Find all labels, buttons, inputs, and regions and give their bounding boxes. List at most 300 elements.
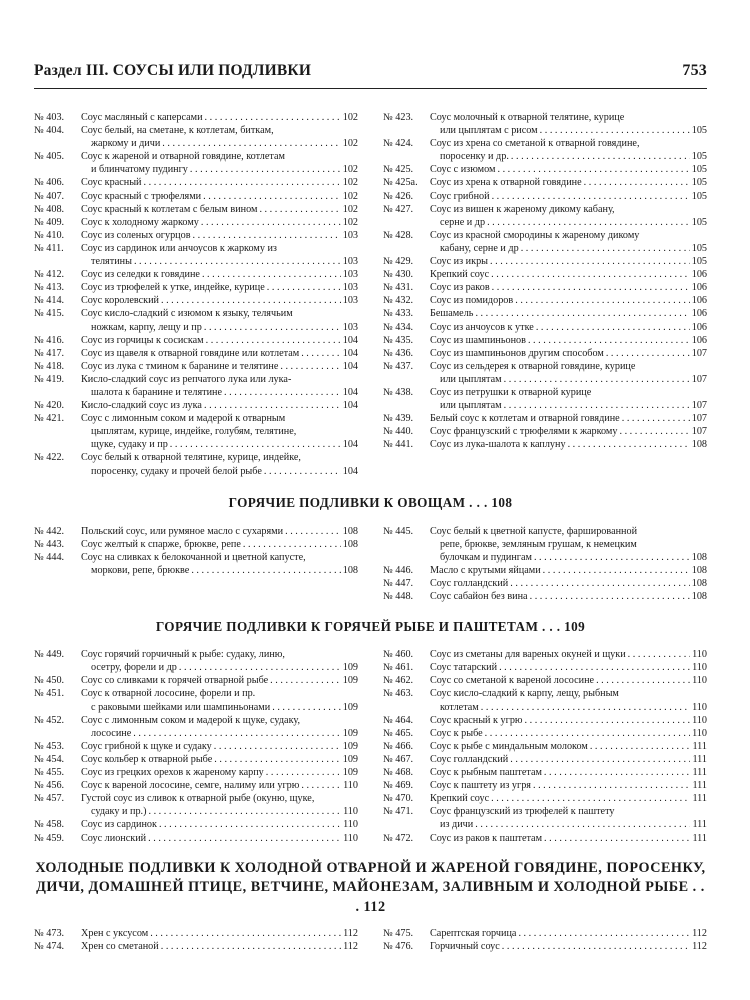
recipe-title: моркови, репе, брюкве bbox=[91, 564, 190, 576]
entry-line bbox=[430, 551, 707, 564]
entry-body bbox=[81, 779, 358, 792]
recipe-number: № 437. bbox=[383, 360, 414, 372]
page-ref: 111 bbox=[692, 780, 707, 792]
dot-leader bbox=[528, 334, 690, 347]
dot-leader bbox=[133, 727, 340, 740]
page-ref: 102 bbox=[342, 177, 358, 189]
index-entry bbox=[383, 412, 707, 425]
entry-line bbox=[81, 281, 358, 294]
recipe-number: № 466. bbox=[383, 740, 414, 752]
dot-leader bbox=[280, 360, 340, 373]
recipe-title: Соус красный bbox=[81, 177, 142, 189]
index-entry bbox=[383, 360, 707, 386]
recipe-title: Соус из помидоров bbox=[430, 295, 514, 307]
recipe-number: № 475. bbox=[383, 928, 414, 940]
entry-line bbox=[430, 334, 707, 347]
index-entry bbox=[34, 525, 358, 538]
entry-body bbox=[81, 940, 358, 953]
index-entry bbox=[34, 451, 358, 477]
entry-line bbox=[81, 268, 358, 281]
index-entry bbox=[383, 203, 707, 229]
entry-line bbox=[81, 564, 358, 577]
recipe-number: № 429. bbox=[383, 256, 414, 268]
recipe-number: № 416. bbox=[34, 334, 65, 346]
entry-body bbox=[81, 538, 358, 551]
index-entry bbox=[383, 564, 707, 577]
entry-line bbox=[81, 538, 358, 551]
index-entry bbox=[34, 538, 358, 551]
entry-line bbox=[430, 674, 707, 687]
recipe-number: № 408. bbox=[34, 203, 65, 215]
recipe-number: № 412. bbox=[34, 269, 65, 281]
dot-leader bbox=[214, 753, 340, 766]
entry-body bbox=[430, 577, 707, 590]
index-columns bbox=[34, 111, 707, 478]
recipe-number: № 423. bbox=[383, 112, 414, 123]
page-ref: 102 bbox=[342, 203, 358, 215]
entry-body bbox=[81, 111, 358, 124]
recipe-title: Соус горячий горчичный к рыбе: судаку, линю, bbox=[81, 649, 285, 661]
entry-line bbox=[430, 163, 707, 176]
entry-line bbox=[430, 347, 707, 360]
entry-body bbox=[430, 525, 707, 564]
recipe-title: Крепкий соус bbox=[430, 793, 490, 805]
recipe-number: № 434. bbox=[383, 321, 414, 333]
entry-body bbox=[430, 347, 707, 360]
entry-body bbox=[430, 674, 707, 687]
dot-leader bbox=[144, 176, 341, 189]
recipe-number: № 415. bbox=[34, 308, 65, 320]
entry-line bbox=[81, 111, 358, 124]
page-ref: 104 bbox=[342, 400, 358, 412]
page-ref: 105 bbox=[691, 151, 707, 163]
index-entry bbox=[34, 818, 358, 831]
recipe-number: № 410. bbox=[34, 229, 65, 241]
recipe-title: шалота к баранине и телятине bbox=[91, 386, 223, 398]
index-entry bbox=[383, 334, 707, 347]
index-entry bbox=[383, 792, 707, 805]
recipe-number: № 473. bbox=[34, 928, 65, 940]
page-ref: 105 bbox=[691, 125, 707, 137]
page-ref: 105 bbox=[691, 164, 707, 176]
index-entry bbox=[383, 294, 707, 307]
entry-body bbox=[81, 766, 358, 779]
page-ref: 105 bbox=[691, 256, 707, 268]
recipe-number: № 431. bbox=[383, 282, 414, 294]
recipe-title: Соус с лимонным соком и мадерой к щуке, судаку, bbox=[81, 714, 300, 726]
page-ref: 102 bbox=[342, 190, 358, 202]
entry-line bbox=[430, 321, 707, 334]
page-ref: 107 bbox=[691, 373, 707, 385]
recipe-title: Соус татарский bbox=[430, 662, 498, 674]
index-columns bbox=[34, 927, 707, 953]
recipe-number: № 459. bbox=[34, 832, 65, 844]
recipe-number: № 428. bbox=[383, 229, 414, 241]
entry-line bbox=[430, 111, 707, 124]
dot-leader bbox=[301, 347, 341, 360]
recipe-title: Польский соус, или румяное масло с сухарями bbox=[81, 525, 284, 537]
entry-body bbox=[81, 525, 358, 538]
page-ref: 109 bbox=[342, 740, 358, 752]
entry-line bbox=[81, 203, 358, 216]
recipe-title: Соус красный с трюфелями bbox=[81, 190, 202, 202]
entry-body bbox=[430, 203, 707, 229]
recipe-title: кабану, серне и др bbox=[440, 242, 519, 254]
page-ref: 109 bbox=[342, 727, 358, 739]
index-entry bbox=[34, 551, 358, 577]
page-ref: 103 bbox=[342, 256, 358, 268]
page-ref: 112 bbox=[343, 941, 358, 953]
dot-leader bbox=[543, 564, 690, 577]
recipe-number: № 419. bbox=[34, 373, 65, 385]
page-ref: 104 bbox=[342, 347, 358, 359]
recipe-title: Кисло-сладкий соус из лука bbox=[81, 400, 202, 412]
entry-line bbox=[81, 661, 358, 674]
entry-body bbox=[81, 229, 358, 242]
entry-line bbox=[81, 701, 358, 714]
dot-leader bbox=[148, 805, 341, 818]
page-ref: 105 bbox=[691, 242, 707, 254]
entry-line bbox=[81, 294, 358, 307]
entry-line bbox=[430, 281, 707, 294]
page-ref: 106 bbox=[691, 282, 707, 294]
entry-body bbox=[430, 386, 707, 412]
index-entry bbox=[383, 386, 707, 412]
dot-leader bbox=[206, 334, 341, 347]
index-entry bbox=[34, 648, 358, 674]
recipe-number: № 414. bbox=[34, 295, 65, 307]
index-entry bbox=[383, 425, 707, 438]
page-number: 753 bbox=[682, 62, 707, 79]
dot-leader bbox=[204, 321, 341, 334]
entry-body bbox=[81, 347, 358, 360]
recipe-number: № 458. bbox=[34, 819, 65, 831]
entry-line bbox=[430, 687, 707, 700]
entry-body bbox=[430, 163, 707, 176]
index-entry bbox=[34, 674, 358, 687]
entry-line bbox=[81, 137, 358, 150]
entry-line bbox=[81, 818, 358, 831]
entry-line bbox=[430, 229, 707, 242]
recipe-number: № 464. bbox=[383, 714, 414, 726]
entry-body bbox=[430, 940, 707, 953]
recipe-title: щуке, судаку и пр bbox=[91, 439, 168, 451]
dot-leader bbox=[540, 124, 690, 137]
entry-line bbox=[430, 832, 707, 845]
entry-line bbox=[81, 753, 358, 766]
index-entry bbox=[383, 648, 707, 661]
dot-leader bbox=[161, 940, 341, 953]
page-ref: 108 bbox=[691, 439, 707, 451]
recipe-title: Соус из сельдерея к отварной говядине, курице bbox=[430, 360, 636, 372]
entry-line bbox=[81, 176, 358, 189]
page-ref: 106 bbox=[691, 308, 707, 320]
header-rule bbox=[34, 88, 707, 89]
recipe-title: ножкам, карпу, лещу и пр bbox=[91, 321, 202, 333]
recipe-number: № 476. bbox=[383, 941, 414, 953]
dot-leader bbox=[243, 538, 341, 551]
entry-line bbox=[430, 779, 707, 792]
recipe-title: Соус кисло-сладкий с изюмом к языку, телячьим bbox=[81, 308, 293, 320]
page-ref: 111 bbox=[692, 793, 707, 805]
recipe-title: Соус красный к угрю bbox=[430, 714, 523, 726]
recipe-title: Соус к рыбе с миндальным молоком bbox=[430, 740, 588, 752]
recipe-number: № 435. bbox=[383, 334, 414, 346]
recipe-title: Соус масляный с каперсами bbox=[81, 112, 203, 123]
page-ref: 104 bbox=[342, 386, 358, 398]
entry-body bbox=[81, 399, 358, 412]
index-entry bbox=[34, 307, 358, 333]
entry-line bbox=[430, 242, 707, 255]
dot-leader bbox=[521, 242, 690, 255]
entry-line bbox=[430, 124, 707, 137]
index-entry bbox=[383, 229, 707, 255]
page-ref: 110 bbox=[692, 714, 707, 726]
section-heading: ГОРЯЧИЕ ПОДЛИВКИ К ГОРЯЧЕЙ РЫБЕ И ПАШТЕТАМ . . . 109 bbox=[155, 619, 586, 635]
entry-line bbox=[430, 753, 707, 766]
index-entry bbox=[383, 753, 707, 766]
entry-line bbox=[81, 347, 358, 360]
entry-line bbox=[81, 216, 358, 229]
page-ref: 104 bbox=[342, 334, 358, 346]
recipe-number: № 470. bbox=[383, 793, 414, 805]
page-ref: 111 bbox=[692, 819, 707, 831]
entry-line bbox=[81, 648, 358, 661]
entry-body bbox=[430, 753, 707, 766]
index-entry bbox=[383, 307, 707, 320]
index-entry bbox=[383, 832, 707, 845]
recipe-number: № 468. bbox=[383, 767, 414, 779]
recipe-title: или цыплятам bbox=[440, 400, 502, 412]
index-entry bbox=[383, 805, 707, 831]
index-entry bbox=[34, 927, 358, 940]
entry-line bbox=[81, 805, 358, 818]
recipe-title: Соус из трюфелей к утке, индейке, курице bbox=[81, 282, 265, 294]
page-ref: 107 bbox=[691, 426, 707, 438]
index-entry bbox=[34, 399, 358, 412]
dot-leader bbox=[492, 190, 690, 203]
entry-line bbox=[81, 321, 358, 334]
recipe-title: Соус к жареной и отварной говядине, котлетам bbox=[81, 151, 285, 163]
recipe-title: Соус из соленых огурцов bbox=[81, 229, 191, 241]
recipe-title: Соус из петрушки к отварной курице bbox=[430, 386, 592, 398]
page-ref: 103 bbox=[342, 295, 358, 307]
page-ref: 104 bbox=[342, 439, 358, 451]
entry-line bbox=[81, 727, 358, 740]
index-entry bbox=[383, 727, 707, 740]
entry-body bbox=[430, 294, 707, 307]
entry-body bbox=[81, 190, 358, 203]
entry-body bbox=[81, 176, 358, 189]
entry-body bbox=[430, 792, 707, 805]
recipe-title: Соус французский с трюфелями к жаркому bbox=[430, 426, 618, 438]
index-entry bbox=[383, 577, 707, 590]
dot-leader bbox=[491, 792, 690, 805]
entry-line bbox=[430, 425, 707, 438]
page-ref: 104 bbox=[342, 465, 358, 477]
entry-body bbox=[81, 451, 358, 477]
dot-leader bbox=[203, 190, 341, 203]
recipe-number: № 463. bbox=[383, 688, 414, 700]
recipe-title: Соус кольбер к отварной рыбе bbox=[81, 753, 213, 765]
entry-body bbox=[81, 294, 358, 307]
entry-line bbox=[81, 124, 358, 137]
dot-leader bbox=[525, 714, 691, 727]
recipe-number: № 467. bbox=[383, 753, 414, 765]
recipe-number: № 438. bbox=[383, 386, 414, 398]
dot-leader bbox=[224, 386, 341, 399]
entry-body bbox=[81, 648, 358, 674]
recipe-number: № 420. bbox=[34, 400, 65, 412]
recipe-number: № 446. bbox=[383, 564, 414, 576]
page-ref: 111 bbox=[692, 753, 707, 765]
page-ref: 102 bbox=[342, 112, 358, 123]
recipe-number: № 445. bbox=[383, 525, 414, 537]
dot-leader bbox=[148, 832, 341, 845]
page-ref: 111 bbox=[692, 767, 707, 779]
dot-leader bbox=[190, 163, 341, 176]
index-entry bbox=[34, 229, 358, 242]
dot-leader bbox=[619, 425, 689, 438]
dot-leader bbox=[533, 779, 690, 792]
entry-line bbox=[81, 779, 358, 792]
index-entry bbox=[34, 111, 358, 124]
entry-body bbox=[81, 818, 358, 831]
recipe-title: Соус к паштету из угря bbox=[430, 780, 531, 792]
dot-leader bbox=[536, 321, 690, 334]
page-ref: 110 bbox=[343, 780, 358, 792]
recipe-title: Густой соус из сливок к отварной рыбе (окуню, щуке, bbox=[81, 793, 315, 805]
entry-line bbox=[81, 412, 358, 425]
dot-leader bbox=[179, 661, 341, 674]
recipe-title: Соус из икры bbox=[430, 256, 489, 268]
recipe-number: № 454. bbox=[34, 753, 65, 765]
recipe-number: № 439. bbox=[383, 413, 414, 425]
entry-line bbox=[430, 373, 707, 386]
page-ref: 104 bbox=[342, 360, 358, 372]
recipe-title: жаркому и дичи bbox=[91, 138, 161, 150]
dot-leader bbox=[544, 832, 690, 845]
index-entry bbox=[383, 590, 707, 603]
recipe-number: № 407. bbox=[34, 190, 65, 202]
recipe-title: или цыплятам с рисом bbox=[440, 125, 538, 137]
entry-body bbox=[81, 551, 358, 577]
recipe-number: № 451. bbox=[34, 688, 65, 700]
recipe-number: № 406. bbox=[34, 177, 65, 189]
entry-line bbox=[430, 577, 707, 590]
index-entry bbox=[383, 661, 707, 674]
entry-body bbox=[81, 927, 358, 940]
recipe-title: Соус из хрена со сметаной к отварной говядине, bbox=[430, 138, 640, 150]
recipe-title: Соус белый к отварной телятине, курице, индейке, bbox=[81, 452, 301, 464]
dot-leader bbox=[204, 399, 341, 412]
recipe-title: Соус белый к цветной капусте, фаршированной bbox=[430, 525, 638, 537]
dot-leader bbox=[170, 438, 341, 451]
dot-leader bbox=[159, 818, 341, 831]
entry-line bbox=[430, 564, 707, 577]
recipe-title: Горчичный соус bbox=[430, 941, 500, 953]
entry-line bbox=[81, 674, 358, 687]
entry-body bbox=[81, 674, 358, 687]
index-entry bbox=[34, 360, 358, 373]
recipe-title: Соус из лука-шалота к каплуну bbox=[430, 439, 566, 451]
recipe-number: № 447. bbox=[383, 578, 414, 589]
recipe-number: № 436. bbox=[383, 347, 414, 359]
entry-body bbox=[430, 268, 707, 281]
entry-body bbox=[430, 832, 707, 845]
entry-line bbox=[81, 360, 358, 373]
index-entry bbox=[383, 176, 707, 189]
entry-body bbox=[81, 360, 358, 373]
dot-leader bbox=[272, 701, 341, 714]
index-entry bbox=[383, 740, 707, 753]
page-ref: 110 bbox=[692, 701, 707, 713]
index-entry bbox=[383, 268, 707, 281]
dot-leader bbox=[485, 727, 690, 740]
entry-body bbox=[430, 425, 707, 438]
recipe-number: № 461. bbox=[383, 662, 414, 674]
recipe-title: Соус из сметаны для вареных окуней и щуки bbox=[430, 649, 626, 661]
recipe-number: № 427. bbox=[383, 203, 414, 215]
recipe-title: Хрен с уксусом bbox=[81, 928, 149, 940]
recipe-number: № 403. bbox=[34, 112, 65, 123]
entry-body bbox=[430, 766, 707, 779]
recipe-title: Соус лионский bbox=[81, 832, 147, 844]
recipe-number: № 456. bbox=[34, 780, 65, 792]
dot-leader bbox=[590, 740, 691, 753]
index-entry bbox=[383, 714, 707, 727]
dot-leader bbox=[504, 399, 690, 412]
entry-body bbox=[430, 229, 707, 255]
entry-body bbox=[430, 255, 707, 268]
recipe-title: Хрен со сметаной bbox=[81, 941, 159, 953]
page-ref: 112 bbox=[692, 941, 707, 953]
index-entry bbox=[383, 687, 707, 713]
dot-leader bbox=[534, 551, 690, 564]
entry-body bbox=[430, 805, 707, 831]
index-content bbox=[34, 111, 707, 953]
dot-leader bbox=[214, 740, 341, 753]
recipe-number: № 462. bbox=[383, 675, 414, 687]
index-entry bbox=[34, 940, 358, 953]
recipe-title: и блинчатому пудингу bbox=[91, 164, 188, 176]
page-ref: 110 bbox=[343, 806, 358, 818]
entry-line bbox=[430, 940, 707, 953]
entry-body bbox=[430, 412, 707, 425]
page-ref: 103 bbox=[342, 282, 358, 294]
index-entry bbox=[34, 334, 358, 347]
recipe-title: Соус с изюмом bbox=[430, 164, 496, 176]
index-columns bbox=[34, 648, 707, 844]
dot-leader bbox=[201, 216, 341, 229]
index-entry bbox=[34, 412, 358, 451]
recipe-number: № 421. bbox=[34, 413, 65, 425]
entry-line bbox=[430, 792, 707, 805]
index-entry bbox=[383, 137, 707, 163]
entry-line bbox=[81, 687, 358, 700]
recipe-title: Соус из щавеля к отварной говядине или котлетам bbox=[81, 347, 300, 359]
page-ref: 110 bbox=[692, 727, 707, 739]
entry-line bbox=[81, 451, 358, 464]
page-ref: 108 bbox=[691, 551, 707, 563]
index-column-left bbox=[34, 525, 358, 604]
running-head bbox=[34, 62, 707, 86]
index-entry bbox=[34, 766, 358, 779]
recipe-title: Соус из сардинок или анчоусов к жаркому из bbox=[81, 242, 277, 254]
entry-body bbox=[81, 334, 358, 347]
index-entry bbox=[34, 150, 358, 176]
entry-body bbox=[81, 740, 358, 753]
